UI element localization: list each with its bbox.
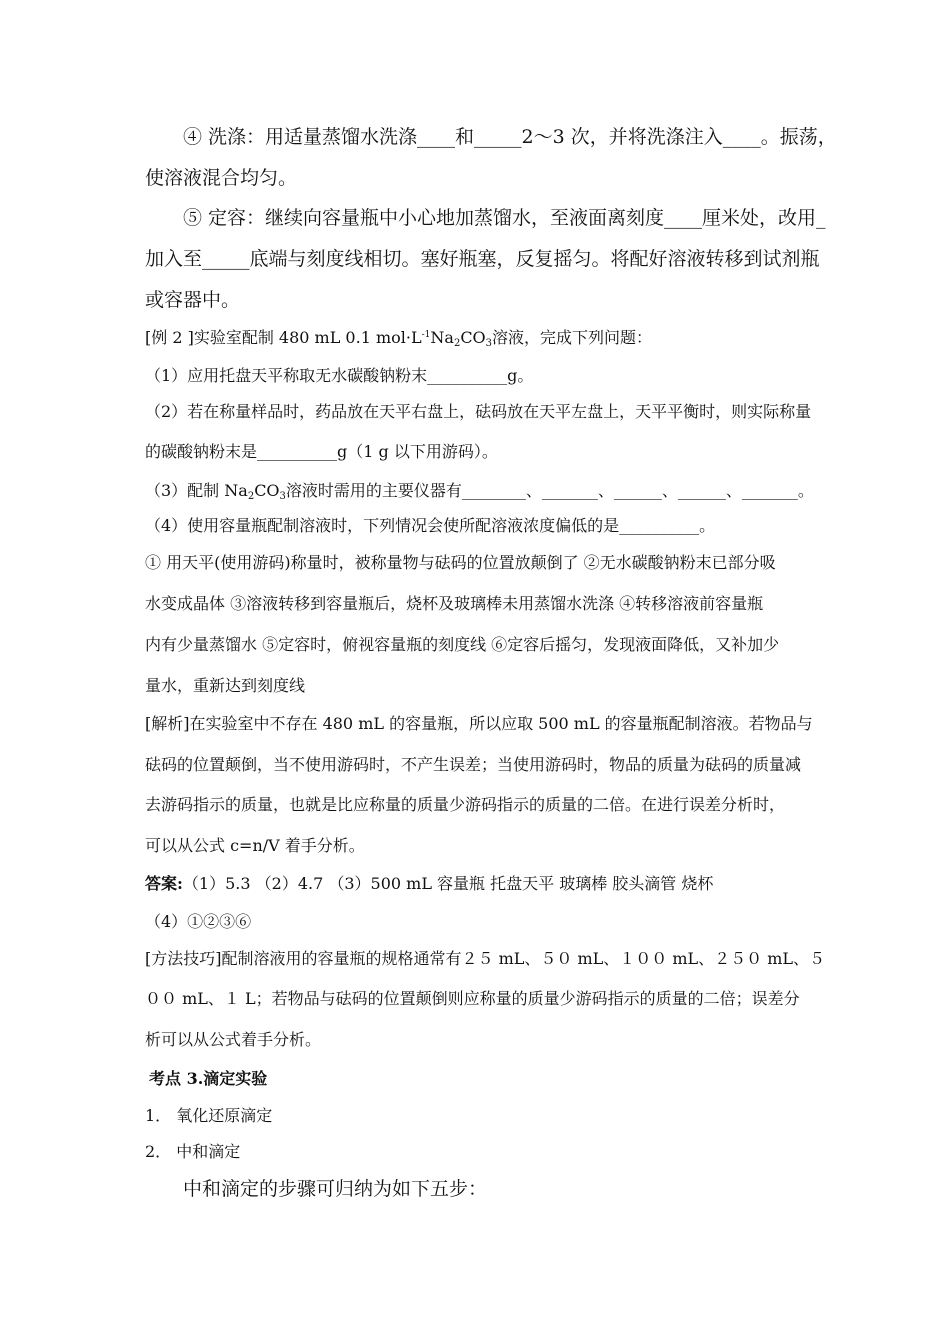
example2-intro-na: Na [430, 328, 454, 347]
example2-question2-line1: （2）若在称量样品时，药品放在天平右盘上，砝码放在天平左盘上，天平平衡时，则实际称量 [145, 402, 812, 421]
example2-question3 [145, 481, 814, 503]
example2-intro-suffix: 溶液，完成下列问题： [492, 328, 653, 347]
example2-question3-co: CO [254, 481, 280, 500]
answer-line2: （4）①②③⑥ [145, 912, 252, 931]
step5-line3: 或容器中。 [145, 289, 241, 311]
example2-question2-line2: 的碳酸钠粉末是__________g（1 g 以下用游码）。 [145, 442, 498, 461]
example2-question3-subscript2: 3 [279, 491, 286, 502]
example2-intro-prefix: [例 2 ]实验室配制 480 mL 0.1 mol·L [145, 328, 422, 347]
example2-question4: （4）使用容量瓶配制溶液时，下列情况会使所配溶液浓度偏低的是__________。 [145, 516, 716, 535]
section3-paragraph: 中和滴定的步骤可归纳为如下五步： [183, 1178, 488, 1200]
step4-line1: ④ 洗涤：用适量蒸馏水洗涤____和_____2～3 次，并将洗涤注入____。振荡， [183, 126, 837, 148]
example2-intro [145, 328, 652, 350]
example2-intro-subscript2: 3 [485, 338, 493, 349]
analysis-line1: [解析]在实验室中不存在 480 mL 的容量瓶，所以应取 500 mL 的容量瓶配制溶液。若物品与 [145, 714, 813, 733]
section3-item1: 1． 氧化还原滴定 [145, 1106, 273, 1125]
answer-label: 答案: [145, 874, 183, 893]
step4-line2: 使溶液混合均匀。 [145, 167, 298, 189]
answer-line1 [145, 874, 713, 893]
example2-intro-co: CO [460, 328, 486, 347]
example2-options-line2: 水变成晶体 ③溶液转移到容量瓶后，烧杯及玻璃棒未用蒸馏水洗涤 ④转移溶液前容量瓶 [145, 594, 764, 613]
step5-line1: ⑤ 定容：继续向容量瓶中小心地加蒸馏水，至液面离刻度____厘米处，改用_ [183, 207, 826, 229]
example2-question3-suffix: 溶液时需用的主要仪器有________、_______、______、______、_______。 [285, 481, 814, 500]
answer-text: （1）5.3 （2）4.7 （3）500 mL 容量瓶 托盘天平 玻璃棒 胶头滴管 烧杯 [182, 874, 714, 893]
analysis-line3: 去游码指示的质量，也就是比应称量的质量少游码指示的质量的二倍。在进行误差分析时， [145, 795, 786, 814]
analysis-line4: 可以从公式 c=n/V 着手分析。 [145, 836, 365, 855]
example2-options-line1: ① 用天平(使用游码)称量时，被称量物与砝码的位置放颠倒了 ②无水碳酸钠粉末已部分吸 [145, 553, 776, 572]
example2-question3-prefix: （3）配制 Na [145, 481, 248, 500]
example2-options-line3: 内有少量蒸馏水 ⑤定容时，俯视容量瓶的刻度线 ⑥定容后摇匀，发现液面降低，又补加少 [145, 635, 780, 654]
example2-options-line4: 量水，重新达到刻度线 [145, 676, 306, 695]
example2-question3-subscript1: 2 [247, 491, 255, 502]
section3-title: 考点 3.滴定实验 [149, 1069, 268, 1088]
example2-intro-subscript1: 2 [453, 338, 461, 349]
section3-item2: 2． 中和滴定 [145, 1142, 241, 1161]
example2-question1: （1）应用托盘天平称取无水碳酸钠粉末__________g。 [145, 366, 534, 385]
analysis-line2: 砝码的位置颠倒，当不使用游码时，不产生误差；当使用游码时，物品的质量为砝码的质量减 [145, 755, 802, 774]
step5-line2: 加入至_____底端与刻度线相切。塞好瓶塞，反复摇匀。将配好溶液转移到试剂瓶 [145, 248, 820, 270]
example2-intro-superscript: -1 [421, 330, 431, 340]
method-line2: ００ mL、１ L；若物品与砝码的位置颠倒则应称量的质量少游码指示的质量的二倍；误差分 [145, 989, 800, 1008]
method-line3: 析可以从公式着手分析。 [145, 1030, 322, 1049]
method-line1: [方法技巧]配制溶液用的容量瓶的规格通常有２５ mL、５０ mL、１００ mL、２５０ mL、５ [145, 949, 826, 968]
